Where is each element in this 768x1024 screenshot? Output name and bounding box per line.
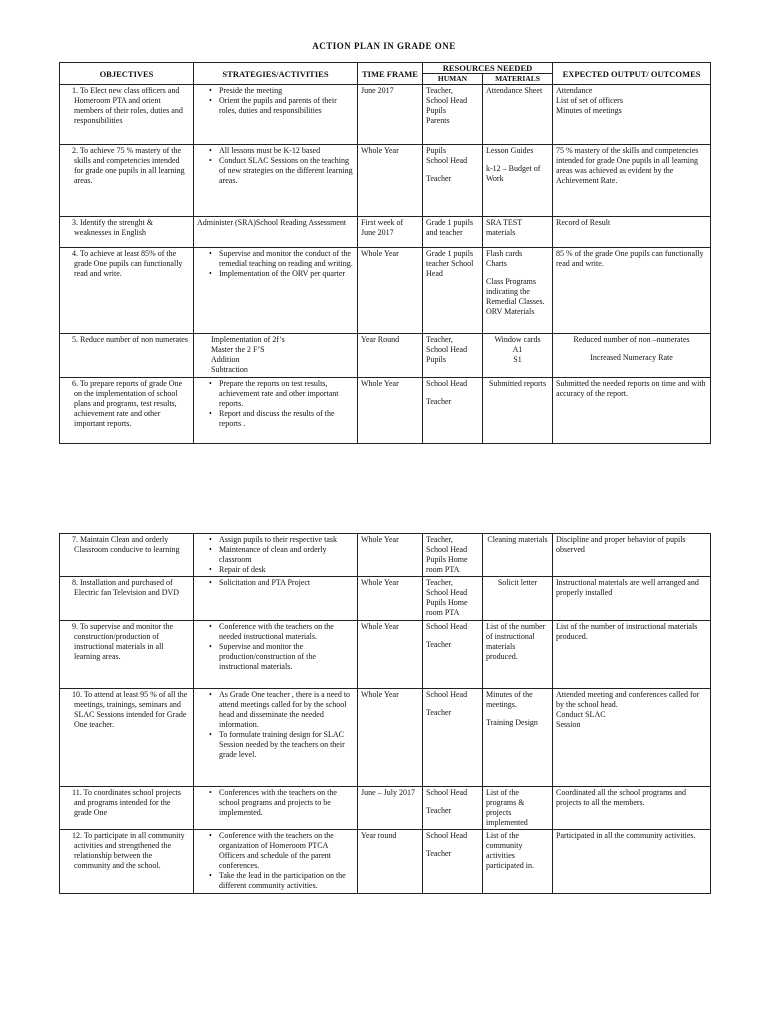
- materials-line: List of the number of instructional materials produced.: [486, 622, 546, 661]
- outcome-line: Discipline and proper behavior of pupils observed: [556, 535, 686, 554]
- materials-cell: [483, 787, 553, 830]
- human-line: [426, 700, 479, 708]
- strategies-cell: [194, 621, 358, 689]
- human-line: Pupils: [426, 106, 447, 115]
- outcome-line: Reduced number of non –numerates: [573, 335, 690, 344]
- materials-line: k-12 – Budget of Work: [486, 164, 541, 183]
- outcome-cell: [553, 830, 711, 894]
- strategies-cell: [194, 534, 358, 577]
- human-cell: [423, 577, 483, 621]
- human-line: Teacher: [426, 849, 452, 858]
- strategy-item: • Preside the meeting: [209, 86, 354, 96]
- header-outcomes: EXPECTED OUTPUT/ OUTCOMES: [553, 63, 711, 85]
- strategies-cell: [194, 830, 358, 894]
- materials-line: A1: [512, 345, 523, 354]
- objective-cell: 11. To coordinates school projects and programs intended for the grade One: [60, 787, 194, 830]
- outcome-line: 75 % mastery of the skills and competencies intended for grade One pupils in all learning areas was achieved as evident by the Achievement Rate.: [556, 146, 699, 185]
- outcome-line: List of the number of instructional materials produced.: [556, 622, 698, 641]
- objective-cell: 12. To participate in all community activities and strengthened the relationship between the community and the school.: [60, 830, 194, 894]
- human-cell: [423, 830, 483, 894]
- strategies-cell: [194, 248, 358, 334]
- human-line: Teacher: [426, 708, 452, 717]
- strategy-item: • Repair of desk: [209, 565, 354, 575]
- human-line: School Head: [426, 788, 468, 797]
- outcome-line: List of set of officers: [556, 96, 623, 105]
- objective-cell: 3. Identify the strenght & weaknesses in English: [60, 217, 194, 248]
- table-row: [60, 689, 711, 787]
- table-row: [60, 248, 711, 334]
- human-line: Grade 1 pupils and teacher: [426, 218, 474, 237]
- outcome-line: Session: [556, 720, 581, 729]
- materials-cell: [483, 378, 553, 444]
- materials-line: Lesson Guides: [486, 146, 534, 155]
- header-time-frame: TIME FRAME: [358, 63, 423, 85]
- materials-line: List of the community activities participated in.: [486, 831, 534, 870]
- materials-cell: [483, 689, 553, 787]
- outcome-cell: [553, 145, 711, 217]
- human-line: [426, 632, 479, 640]
- human-line: Teacher,: [426, 86, 453, 95]
- materials-cell: [483, 248, 553, 334]
- time-frame-cell: First week of June 2017: [358, 217, 423, 248]
- strategy-item: • To formulate training design for SLAC Session needed by the teachers on their grade level.: [209, 730, 354, 760]
- materials-cell: [483, 334, 553, 378]
- human-line: Teacher,: [426, 535, 453, 544]
- header-objectives: OBJECTIVES: [60, 63, 194, 85]
- materials-line: [486, 710, 549, 718]
- materials-line: List of the programs & projects implemented: [486, 788, 528, 827]
- strategy-item: • Supervise and monitor the production/construction of the instructional materials.: [209, 642, 354, 672]
- human-line: Teacher,: [426, 578, 453, 587]
- table-row: [60, 534, 711, 577]
- objective-cell: 4. To achieve at least 85% of the grade One pupils can functionally read and write.: [60, 248, 194, 334]
- objective-cell: 10. To attend at least 95 % of all the meetings, trainings, seminars and SLAC Sessions intended for Grade One teacher.: [60, 689, 194, 787]
- header-strategies: STRATEGIES/ACTIVITIES: [194, 63, 358, 85]
- outcome-cell: [553, 534, 711, 577]
- materials-line: S1: [513, 355, 522, 364]
- materials-cell: [483, 145, 553, 217]
- human-line: School Head: [426, 545, 468, 554]
- human-line: School Head: [426, 622, 468, 631]
- human-line: School Head: [426, 96, 468, 105]
- human-cell: [423, 145, 483, 217]
- time-frame-cell: Whole Year: [358, 248, 423, 334]
- materials-cell: [483, 621, 553, 689]
- outcome-line: [556, 345, 707, 353]
- materials-line: Attendance Sheet: [486, 86, 543, 95]
- strategy-line: Addition: [211, 355, 240, 364]
- outcome-cell: [553, 621, 711, 689]
- time-frame-cell: Whole Year: [358, 577, 423, 621]
- time-frame-cell: Year Round: [358, 334, 423, 378]
- human-line: Teacher: [426, 640, 452, 649]
- materials-line: Charts: [486, 259, 507, 268]
- outcome-cell: [553, 248, 711, 334]
- objective-cell: 1. To Elect new class officers and Homeroom PTA and orient members of their roles, duties and responsibilities: [60, 85, 194, 145]
- materials-cell: [483, 217, 553, 248]
- human-cell: [423, 534, 483, 577]
- human-line: [426, 389, 479, 397]
- outcome-line: Submitted the needed reports on time and with accuracy of the report.: [556, 379, 706, 398]
- strategies-cell: [194, 145, 358, 217]
- time-frame-cell: June – July 2017: [358, 787, 423, 830]
- header-resources: RESOURCES NEEDED: [423, 63, 553, 74]
- action-plan-table-2: [59, 533, 711, 894]
- strategy-item: • Take the lead in the participation on the different community activities.: [209, 871, 354, 891]
- table-row: [60, 145, 711, 217]
- header-human: HUMAN: [423, 74, 483, 85]
- table-row: [60, 378, 711, 444]
- human-line: School Head: [426, 690, 468, 699]
- human-line: Teacher: [426, 806, 452, 815]
- objective-cell: 6. To prepare reports of grade One on the implementation of school plans and programs, test results, achievement rate and other important reports.: [60, 378, 194, 444]
- outcome-cell: [553, 85, 711, 145]
- outcome-cell: [553, 577, 711, 621]
- objective-cell: 2. To achieve 75 % mastery of the skills and competencies intended for grade one pupils in all learning areas.: [60, 145, 194, 217]
- outcome-line: Attended meeting and conferences called for by the school head.: [556, 690, 700, 709]
- strategies-cell: [194, 577, 358, 621]
- materials-cell: [483, 830, 553, 894]
- outcome-cell: [553, 217, 711, 248]
- outcome-cell: [553, 689, 711, 787]
- strategy-item: • Supervise and monitor the conduct of the remedial teaching on reading and writing.: [209, 249, 354, 269]
- human-cell: [423, 248, 483, 334]
- strategies-cell: [194, 334, 358, 378]
- strategy-item: • Maintenance of clean and orderly classroom: [209, 545, 354, 565]
- outcome-line: Record of Result: [556, 218, 611, 227]
- human-line: School Head: [426, 156, 468, 165]
- materials-line: SRA TEST materials: [486, 218, 522, 237]
- strategy-item: • Report and discuss the results of the reports .: [209, 409, 354, 429]
- table-row: [60, 217, 711, 248]
- materials-line: [486, 269, 549, 277]
- outcome-line: 85 % of the grade One pupils can functionally read and write.: [556, 249, 704, 268]
- table-row: [60, 577, 711, 621]
- materials-line: Submitted reports: [488, 379, 547, 388]
- objective-cell: 5. Reduce number of non numerates: [60, 334, 194, 378]
- header-materials: MATERIALS: [483, 74, 553, 85]
- human-line: School Head: [426, 831, 468, 840]
- table-row: [60, 334, 711, 378]
- strategies-cell: [194, 378, 358, 444]
- strategy-line: Administer (SRA)School Reading Assessment: [197, 218, 347, 227]
- outcome-line: Attendance: [556, 86, 593, 95]
- outcome-cell: [553, 787, 711, 830]
- human-line: Teacher: [426, 397, 452, 406]
- human-line: [426, 166, 479, 174]
- time-frame-cell: Whole Year: [358, 689, 423, 787]
- materials-cell: [483, 577, 553, 621]
- strategy-line: Implementation of 2f’s: [211, 335, 285, 344]
- strategies-cell: [194, 689, 358, 787]
- strategy-item: • Conferences with the teachers on the school programs and projects to be implemented.: [209, 788, 354, 818]
- human-line: School Head: [426, 345, 468, 354]
- materials-line: Flash cards: [486, 249, 523, 258]
- human-line: School Head: [426, 588, 468, 597]
- human-cell: [423, 334, 483, 378]
- page-title: ACTION PLAN IN GRADE ONE: [312, 41, 456, 51]
- table-row: [60, 787, 711, 830]
- strategy-item: • As Grade One teacher , there is a need to attend meetings called for by the school head and disseminate the needed information.: [209, 690, 354, 730]
- materials-line: Cleaning materials: [487, 535, 548, 544]
- human-cell: [423, 787, 483, 830]
- human-line: Pupils: [426, 355, 447, 364]
- materials-line: Solicit letter: [497, 578, 538, 587]
- time-frame-cell: Year round: [358, 830, 423, 894]
- action-plan-table-1: [59, 62, 711, 444]
- strategy-item: • Conference with the teachers on the needed instructional materials.: [209, 622, 354, 642]
- outcome-cell: [553, 378, 711, 444]
- strategy-line: Subtraction: [211, 365, 248, 374]
- strategies-cell: [194, 787, 358, 830]
- materials-cell: [483, 85, 553, 145]
- materials-line: [486, 156, 549, 164]
- human-line: Pupils Home room PTA: [426, 555, 468, 574]
- time-frame-cell: Whole Year: [358, 534, 423, 577]
- human-line: Pupils Home room PTA: [426, 598, 468, 617]
- time-frame-cell: June 2017: [358, 85, 423, 145]
- strategies-cell: [194, 217, 358, 248]
- human-cell: [423, 217, 483, 248]
- outcome-line: Coordinated all the school programs and projects to all the members.: [556, 788, 686, 807]
- materials-line: Minutes of the meetings.: [486, 690, 533, 709]
- strategy-item: • Implementation of the ORV per quarter: [209, 269, 354, 279]
- materials-cell: [483, 534, 553, 577]
- strategy-item: • All lessons must be K-12 based: [209, 146, 354, 156]
- strategy-item: • Conduct SLAC Sessions on the teaching of new strategies on the different learning areas.: [209, 156, 354, 186]
- time-frame-cell: Whole Year: [358, 145, 423, 217]
- strategy-item: • Prepare the reports on test results, achievement rate and other important reports.: [209, 379, 354, 409]
- human-line: Teacher,: [426, 335, 453, 344]
- outcome-line: Instructional materials are well arranged and properly installed: [556, 578, 699, 597]
- human-line: Grade 1 pupils teacher School Head: [426, 249, 474, 278]
- outcome-line: Increased Numeracy Rate: [590, 353, 673, 362]
- materials-line: Class Programs indicating the Remedial Classes.: [486, 277, 545, 306]
- materials-line: Window cards: [494, 335, 541, 344]
- human-line: School Head: [426, 379, 468, 388]
- table-row: [60, 85, 711, 145]
- strategy-item: • Orient the pupils and parents of their roles, duties and responsibilities: [209, 96, 354, 116]
- table-row: [60, 830, 711, 894]
- human-cell: [423, 621, 483, 689]
- time-frame-cell: Whole Year: [358, 621, 423, 689]
- strategy-line: Master the 2 F’S: [211, 345, 265, 354]
- table-row: [60, 621, 711, 689]
- outcome-line: Participated in all the community activities.: [556, 831, 696, 840]
- objective-cell: 8. Installation and purchased of Electric fan Television and DVD: [60, 577, 194, 621]
- human-line: Pupils: [426, 146, 447, 155]
- objective-cell: 9. To supervise and monitor the construction/production of instructional materials in all learning areas.: [60, 621, 194, 689]
- strategy-item: • Solicitation and PTA Project: [209, 578, 354, 588]
- human-line: [426, 841, 479, 849]
- materials-line: ORV Materials: [486, 307, 535, 316]
- strategy-item: • Assign pupils to their respective task: [209, 535, 354, 545]
- human-cell: [423, 689, 483, 787]
- time-frame-cell: Whole Year: [358, 378, 423, 444]
- human-line: Teacher: [426, 174, 452, 183]
- human-line: Parents: [426, 116, 450, 125]
- human-line: [426, 798, 479, 806]
- human-cell: [423, 378, 483, 444]
- outcome-line: Conduct SLAC: [556, 710, 606, 719]
- outcome-line: Minutes of meetings: [556, 106, 622, 115]
- strategy-item: • Conference with the teachers on the organization of Homeroom PTCA Officers and schedule of the parent conferences.: [209, 831, 354, 871]
- materials-line: Training Design: [486, 718, 538, 727]
- outcome-cell: [553, 334, 711, 378]
- objective-cell: 7. Maintain Clean and orderly Classroom conducive to learning: [60, 534, 194, 577]
- human-cell: [423, 85, 483, 145]
- strategies-cell: [194, 85, 358, 145]
